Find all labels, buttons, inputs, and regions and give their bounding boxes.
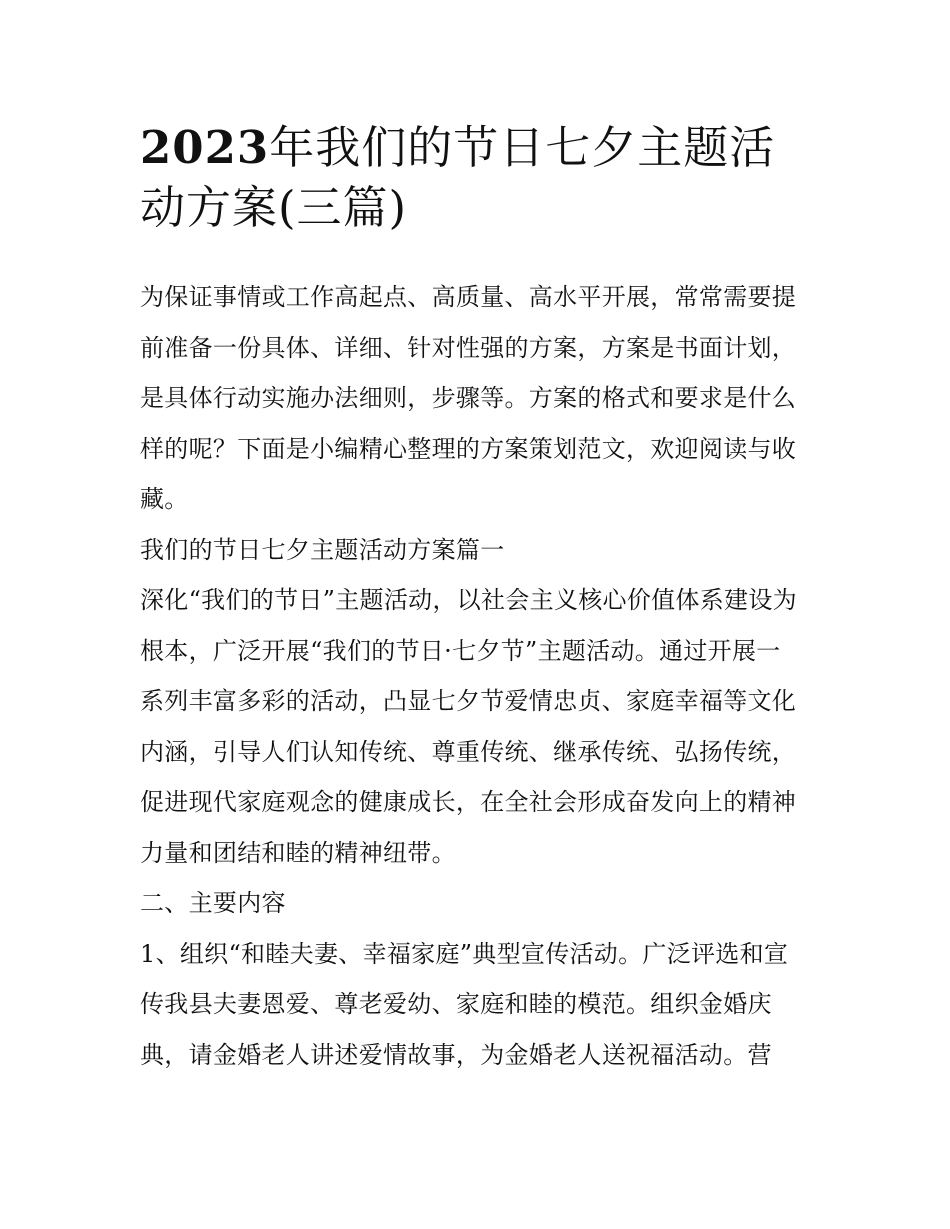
document-title — [140, 118, 820, 238]
title-line-1-text: 年我们的节日七夕主题活 — [269, 121, 776, 174]
intro-line: 为保证事情或工作高起点、高质量、高水平开展，常常需要提 — [140, 283, 797, 311]
intro-line: 样的呢？下面是小编精心整理的方案策划范文，欢迎阅读与收 — [140, 434, 797, 463]
intro-paragraph — [140, 272, 820, 525]
item-1-line: 典，请金婚老人讲述爱情故事，为金婚老人送祝福活动。营 — [140, 1040, 772, 1069]
intro-line: 是具体行动实施办法细则，步骤等。方案的格式和要求是什么 — [140, 384, 797, 412]
item-1-paragraph — [140, 929, 820, 1081]
intro-line: 藏。 — [140, 485, 189, 513]
title-year: 2023 — [140, 121, 270, 174]
intro-line: 前准备一份具体、详细、针对性强的方案，方案是书面计划， — [140, 333, 797, 362]
section-line: 根本，广泛开展“我们的节日·七夕节”主题活动。通过开展一 — [140, 636, 781, 665]
title-line-1 — [140, 118, 820, 178]
subheading-main-content: 二、主要内容 — [140, 889, 286, 917]
section-line: 促进现代家庭观念的健康成长，在全社会形成奋发向上的精神 — [140, 788, 797, 816]
title-line-2: 动方案(三篇) — [140, 181, 408, 234]
section-paragraph — [140, 575, 820, 878]
document-page — [140, 118, 820, 1080]
section-line: 力量和团结和睦的精神纽带。 — [140, 838, 456, 867]
section-line: 系列丰富多彩的活动，凸显七夕节爱情忠贞、家庭幸福等文化 — [140, 687, 797, 715]
section-line: 深化“我们的节日”主题活动，以社会主义核心价值体系建设为 — [140, 586, 797, 614]
section-line: 内涵，引导人们认知传统、尊重传统、继承传统、弘扬传统， — [140, 737, 797, 766]
item-1-line: 1、组织“和睦夫妻、幸福家庭”典型宣传活动。广泛评选和宣 — [140, 939, 789, 968]
item-1-line: 传我县夫妻恩爱、尊老爱幼、家庭和睦的模范。组织金婚庆 — [140, 990, 772, 1018]
section-title: 我们的节日七夕主题活动方案篇一 — [140, 535, 505, 564]
document-body — [140, 272, 820, 1080]
